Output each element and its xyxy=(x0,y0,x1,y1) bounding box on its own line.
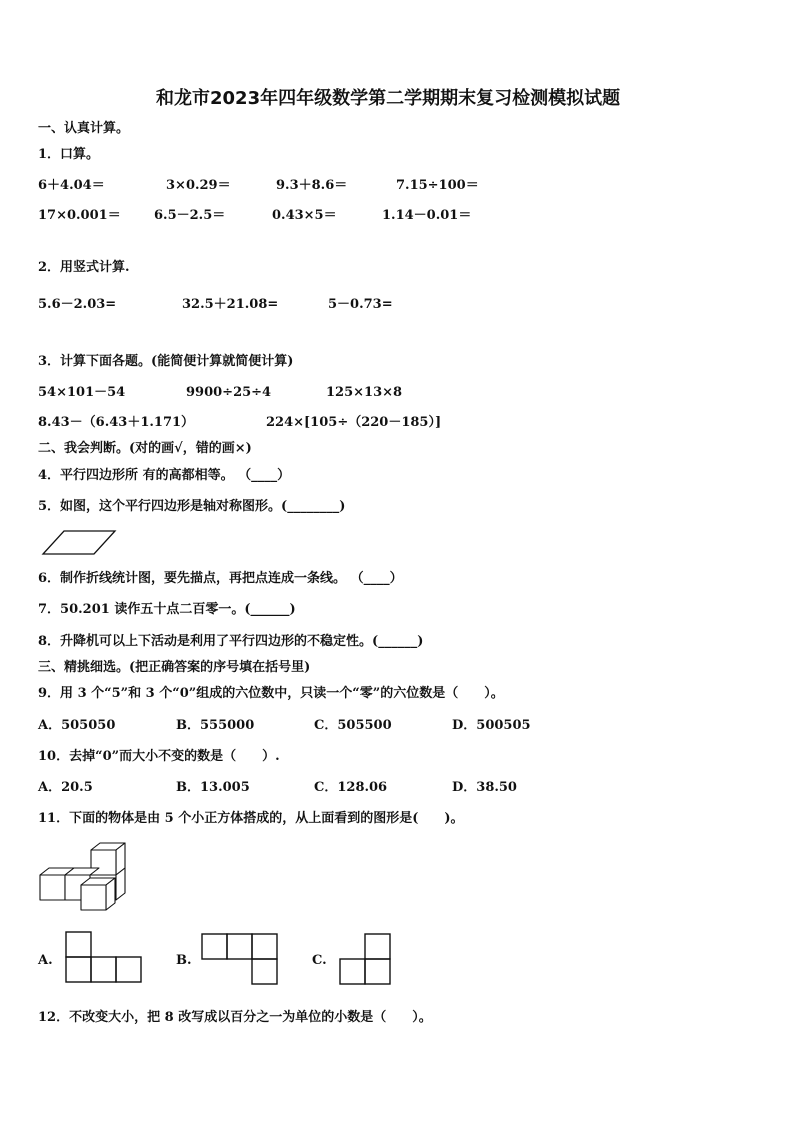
q9-option-d: D．500505 xyxy=(452,718,531,733)
q1-item: 1.14－0.01＝ xyxy=(382,208,472,223)
q1-item: 6.5－2.5＝ xyxy=(154,208,226,223)
q10-stem: 10．去掉“0”而大小不变的数是（ ）. xyxy=(38,749,280,764)
q3-item: 9900÷25÷4 xyxy=(186,385,272,400)
q1-item: 7.15÷100＝ xyxy=(396,178,479,193)
q11-option-b-shape xyxy=(200,932,280,988)
q10-option-d: D．38.50 xyxy=(452,780,517,795)
cube-stack-figure xyxy=(38,840,130,914)
q9-option-b: B．555000 xyxy=(176,718,255,733)
parallelogram-figure xyxy=(40,528,120,558)
q11-stem: 11．下面的物体是由 5 个小正方体搭成的，从上面看到的图形是( )。 xyxy=(38,811,464,826)
section-2-heading: 二、我会判断。(对的画√，错的画×) xyxy=(38,441,252,456)
q5-text: 5．如图，这个平行四边形是轴对称图形。(________) xyxy=(38,499,346,514)
q3-item: 125×13×8 xyxy=(326,385,403,400)
section-3-heading: 三、精挑细选。(把正确答案的序号填在括号里) xyxy=(38,660,311,675)
q3-item: 54×101－54 xyxy=(38,385,126,400)
page-title: 和龙市2023年四年级数学第二学期期末复习检测模拟试题 xyxy=(156,88,621,109)
q11-option-a-label: A. xyxy=(38,953,53,968)
q11-option-c-label: C. xyxy=(312,953,327,968)
q3-label: 3．计算下面各题。(能简便计算就简便计算) xyxy=(38,354,294,369)
q9-option-a: A．505050 xyxy=(38,718,116,733)
q2-item: 5.6－2.03= xyxy=(38,297,117,312)
q11-option-c-shape xyxy=(338,932,394,988)
q3-item: 224×[105÷（220－185）] xyxy=(266,415,442,430)
q6-text: 6．制作折线统计图，要先描点，再把点连成一条线。 （____） xyxy=(38,571,403,586)
q3-item: 8.43－（6.43＋1.171） xyxy=(38,415,195,430)
q2-item: 5－0.73= xyxy=(328,297,393,312)
q2-item: 32.5＋21.08= xyxy=(182,297,279,312)
q9-option-c: C．505500 xyxy=(314,718,392,733)
q11-option-b-label: B. xyxy=(176,953,192,968)
q1-item: 0.43×5＝ xyxy=(272,208,337,223)
q7-text: 7．50.201 读作五十点二百零一。(______) xyxy=(38,602,296,617)
q1-label: 1．口算。 xyxy=(38,147,100,162)
q10-option-a: A．20.5 xyxy=(38,780,93,795)
q8-text: 8．升降机可以上下活动是利用了平行四边形的不稳定性。(______) xyxy=(38,634,424,649)
q1-item: 9.3＋8.6＝ xyxy=(276,178,348,193)
q10-option-c: C．128.06 xyxy=(314,780,388,795)
q2-label: 2．用竖式计算. xyxy=(38,260,130,275)
q12-text: 12．不改变大小，把 8 改写成以百分之一为单位的小数是（ ）。 xyxy=(38,1010,432,1025)
q4-text: 4．平行四边形所 有的高都相等。 （____） xyxy=(38,468,291,483)
q11-option-a-shape xyxy=(64,930,144,986)
q1-item: 3×0.29＝ xyxy=(166,178,231,193)
q9-stem: 9．用 3 个“5”和 3 个“0”组成的六位数中，只读一个“零”的六位数是（ ）。 xyxy=(38,686,504,701)
q1-item: 6＋4.04＝ xyxy=(38,178,105,193)
q10-option-b: B．13.005 xyxy=(176,780,250,795)
section-1-heading: 一、认真计算。 xyxy=(38,121,130,136)
q1-item: 17×0.001＝ xyxy=(38,208,121,223)
